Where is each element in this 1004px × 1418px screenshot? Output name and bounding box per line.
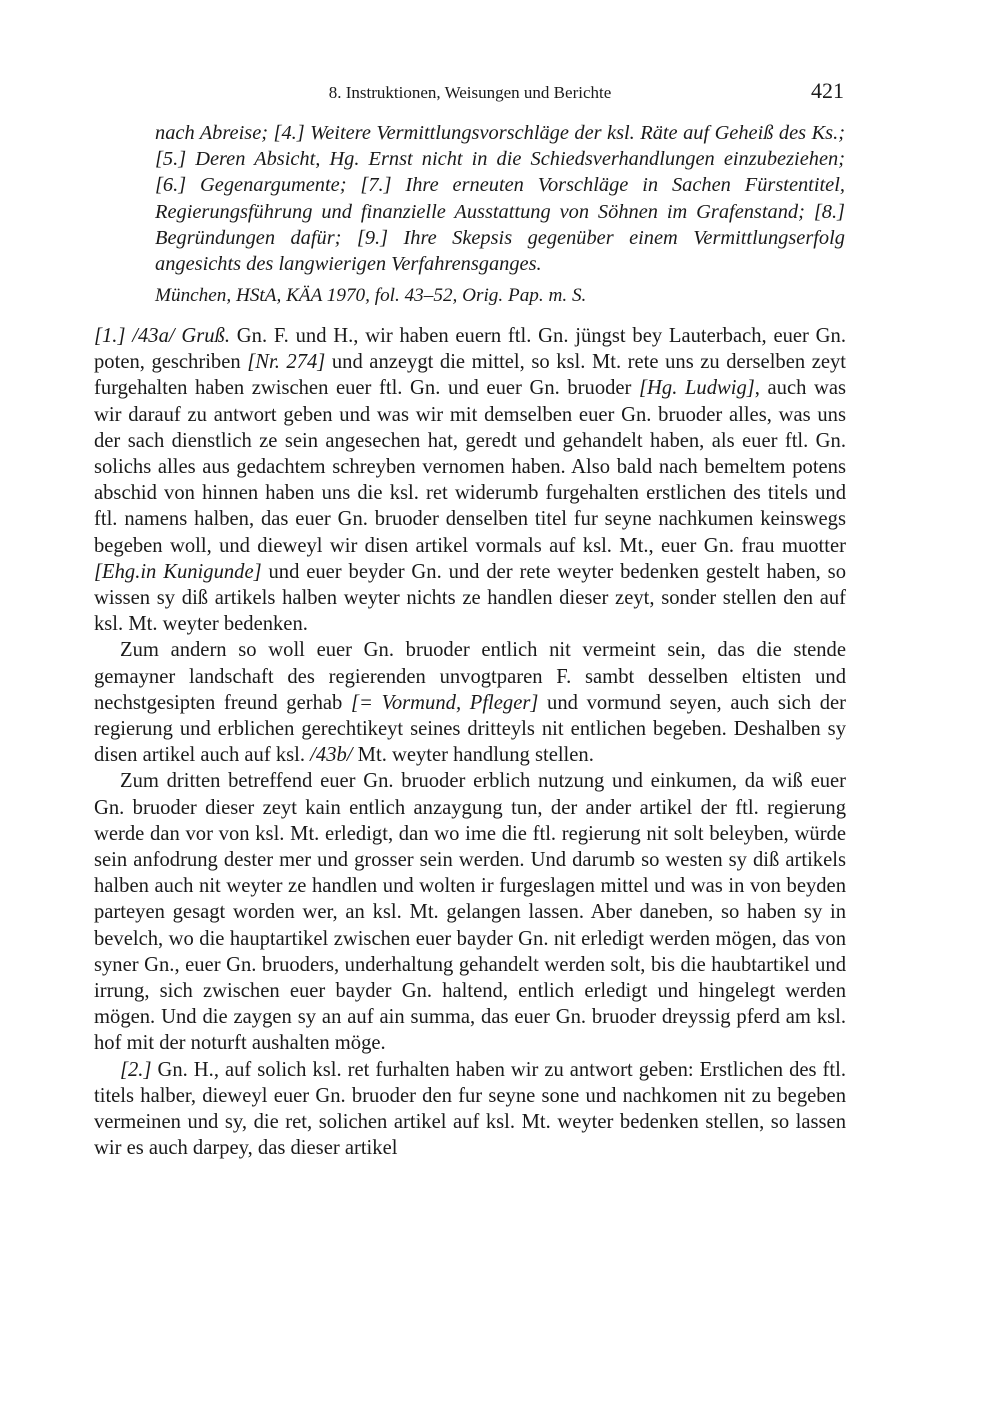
text-run: Gn. H., auf solich ksl. ret furhalten haben wir zu antwort geben: Erstlichen des ftl. titels halber, dieweyl euer Gn. bruoder den fur seyne sone und nachkomen nit zu begeben vermeinen und sy, die ret, solichen artikel auf ksl. Mt. weyter bedenken stellen, so lassen wir es auch darpey, das dieser artikel [94, 1058, 846, 1160]
paragraph-3 [94, 768, 846, 1056]
paragraph-2 [94, 637, 846, 768]
editorial-reference: [Hg. Ludwig] [639, 377, 755, 400]
archival-source: München, HStA, KÄA 1970, fol. 43–52, Orig. Pap. m. S. [155, 285, 587, 307]
text-run: und euer beyder Gn. und der rete weyter bedenken gestelt haben, so wissen sy diß artikels halben weyter nichts ze handlen dieser zeyt, sonder stellen den auf ksl. Mt. weyter bedenken. [94, 560, 846, 636]
running-head-title: 8. Instruktionen, Weisungen und Berichte [328, 83, 612, 102]
folio-marker: /43b/ [310, 744, 353, 767]
running-head [94, 80, 846, 106]
text-run: und vormund seyen, auch sich der regierung und erblichen gerechtikeyt seines dritteyls nit entlichen begeben. Deshalben sy disen artikel auch auf ksl. [94, 691, 846, 767]
editorial-reference: [Ehg.in Kunigunde] [94, 560, 262, 583]
text-run: , auch was wir darauf zu antwort geben und was wir mit demselben euer Gn. bruoder alles, was uns der sach dienstlich ze sein angesechen hat, geredt und gehandelt haben, als euer ftl. Gn. solichs alles aus gedachtem schreyben vernomen haben. Also bald nach bemeltem potens abschid von hinnen haben uns die ksl. ret widerumb furgehalten erstlichen des titels und ftl. namens halben, das euer Gn. bruoder denselben titel fur seyne nachkumen keinswegs begeben woll, und dieweyl wir disen artikel vormals auf ksl. Mt., euer Gn. frau muotter [94, 377, 846, 557]
document-body [94, 323, 846, 1162]
text-run: Mt. weyter handlung stellen. [352, 744, 594, 767]
regest-block [155, 120, 845, 309]
editorial-marker: [2.] [120, 1058, 152, 1081]
text-run: Gn. F. und H., wir haben euern ftl. Gn. jüngst bey Lauterbach, euer Gn. poten, geschriben [94, 325, 846, 374]
page-number: 421 [811, 78, 844, 103]
text-run: und anzeygt die mittel, so ksl. Mt. rete uns zu derselben zeyt furgehalten haben zwischen euer ftl. Gn. und euer Gn. bruoder [94, 351, 847, 400]
regest-summary: nach Abreise; [4.] Weitere Vermittlungsvorschläge der ksl. Räte auf Geheiß des Ks.; [5.] Deren Absicht, Hg. Ernst nicht in die Schiedsverhandlungen einzubeziehen; [6.] Gegenargumente; [7.] Ihre erneuten Vorschläge in Sachen Fürstentitel, Regierungsführung und finanzielle Ausstattung von Söhnen im Grafenstand; [8.] Begründungen dafür; [9.] Ihre Skepsis gegenüber einem Vermittlungserfolg angesichts des langwierigen Verfahrensganges. [155, 122, 845, 276]
editorial-reference: [Nr. 274] [247, 351, 326, 374]
editorial-gloss: [= Vormund, Pfleger] [351, 691, 539, 714]
editorial-marker: [1.] /43a/ Gruß. [94, 325, 230, 347]
text-run: Zum dritten betreffend euer Gn. bruoder erblich nutzung und einkumen, da wiß euer Gn. bruoder dieser zeyt kain entlich anzaygung tun, der ander artikel der ftl. regierung werde dan vor von ksl. Mt. erledigt, dan wo ime die ftl. regierung nit solt beleyben, würde sein anfodrung dester mer und grosser sein werden. Und darumb so westen sy diß artikels halben auch nit weyter ze handlen und wolten ir furgeslagen mittel und was in von beyden parteyen gesagt worden wer, an ksl. Mt. gelangen lassen. Aber daneben, so haben sy in bevelch, wo die hauptartikel zwischen euer bayder Gn. nit erledigt werden mögen, das von syner Gn., euer Gn. bruoders, underhaltung gehandelt werden solt, bis die haubtartikel und irrung, sich zwischen euer bayder Gn. haltend, entlich erledigt und hingelegt werden mögen. Und die zaygen sy an auf ain summa, das euer Gn. bruoder dreyssig pferd am ksl. hof mit der noturft aushalten möge. [94, 770, 846, 1055]
text-run: Zum andern so woll euer Gn. bruoder entlich nit vermeint sein, das die stende gemayner landschaft des regierenden unvogtparen F. sambt desselben eltisten und nechstgesipten freund gerhab [94, 639, 846, 714]
paragraph-1 [94, 323, 846, 637]
paragraph-4 [94, 1057, 846, 1162]
